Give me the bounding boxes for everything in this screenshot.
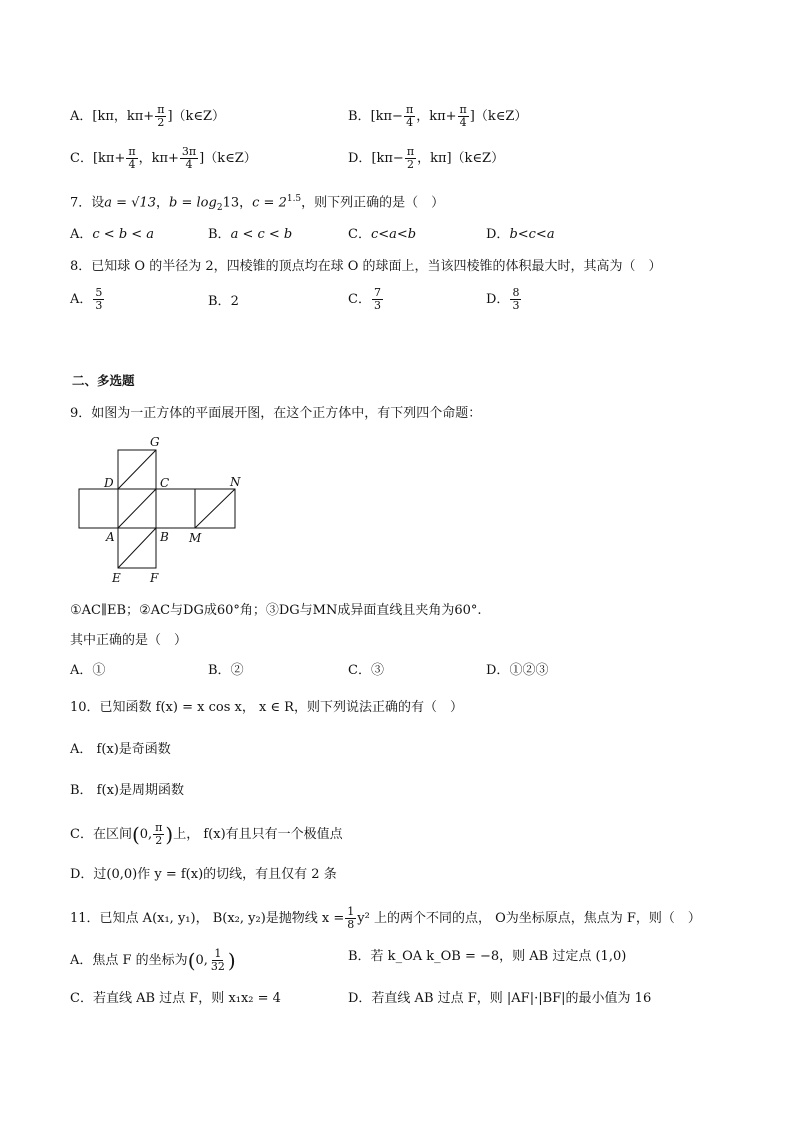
q8-option-d: D． $\frac{8}{3}$	[486, 286, 520, 312]
cube-net-figure	[70, 432, 260, 588]
label-d: D	[104, 476, 114, 490]
q8-option-b: B．2	[208, 294, 239, 309]
label-b: B	[160, 530, 169, 544]
q9-stem: 9．如图为一正方体的平面展开图，在这个正方体中，有下列四个命题：	[70, 406, 482, 421]
q11-option-c: C．若直线 AB 过点 F，则 x₁x₂ = 4	[70, 991, 281, 1006]
label-n: N	[230, 475, 241, 489]
q7-stem: 7．设a = √13，$b = \log_213$，$c = 2^{1.5}$，则下列正确的是（ ）	[70, 194, 445, 213]
net-square-3	[156, 489, 195, 528]
q9-option-d: D．①②③	[486, 663, 549, 678]
label-c: C	[160, 476, 170, 490]
q10-option-d: D．过(0,0)作 y = f(x)的切线，有且仅有 2 条	[70, 867, 337, 882]
q8-stem: 8．已知球 O 的半径为 2，四棱锥的顶点均在球 O 的球面上，当该四棱锥的体积最大时，其高为（ ）	[70, 259, 662, 274]
q6-option-b: B．[kπ− $\frac{\pi}{4}$ ，kπ+ $\frac{\pi}{4}$ ]（k∈Z）	[348, 103, 528, 129]
net-diagonal	[118, 489, 156, 528]
q8-option-c: C． $\frac{7}{3}$	[348, 286, 381, 312]
q7-option-d: D．b<c<a	[486, 227, 555, 242]
q9-option-a: A．①	[70, 663, 106, 678]
label-a: A	[106, 530, 115, 544]
label-e: E	[112, 571, 121, 585]
net-diagonal	[118, 528, 156, 568]
q11-stem: 11．已知点 A(x₁, y₁)， B(x₂, y₂)是抛物线 x = $\frac{1}{8}$ y² 上的两个不同的点， O为坐标原点，焦点为 F，则（ ）	[70, 905, 701, 931]
label-g: G	[150, 435, 160, 449]
q7-option-c: C．c<a<b	[348, 227, 417, 242]
q10-stem: 10．已知函数 f(x) = x cos x， x ∈ R，则下列说法正确的有（ ）	[70, 700, 463, 715]
q7-option-a: A．c < b < a	[70, 227, 155, 242]
q9-ask: 其中正确的是（ ）	[70, 633, 188, 648]
net-diagonal	[195, 489, 235, 528]
q11-option-d: D．若直线 AB 过点 F，则 |AF|·|BF|的最小值为 16	[348, 991, 652, 1006]
q6-option-d: D．[kπ− $\frac{\pi}{2}$ ，kπ]（k∈Z）	[348, 145, 505, 171]
label-f: F	[150, 571, 159, 585]
q8-option-a: A． $\frac{5}{3}$	[70, 286, 103, 312]
label-m: M	[189, 531, 202, 545]
q11-option-b: B．若 k_OA k_OB = −8，则 AB 过定点 (1,0)	[348, 949, 627, 964]
q9-option-b: B．②	[208, 663, 244, 678]
q9-propositions: ①AC∥EB；②AC与DG成60°角；③DG与MN成异面直线且夹角为60°.	[70, 603, 482, 618]
q10-option-a: A． f(x)是奇函数	[70, 742, 171, 757]
q10-option-c: C．在区间(0, $\frac{\pi}{2}$ )上， f(x)有且只有一个极值点	[70, 821, 343, 847]
section-heading: 二、多选题	[72, 373, 135, 388]
q6-option-a: A．[kπ，kπ+ $\frac{\pi}{2}$ ]（k∈Z）	[70, 103, 226, 129]
q10-option-b: B． f(x)是周期函数	[70, 783, 184, 798]
net-diagonal	[118, 450, 156, 489]
q6-option-c: C．[kπ+ $\frac{\pi}{4}$ ，kπ+ $\frac{3\pi}{4}$ ]（k∈Z）	[70, 145, 257, 171]
q9-option-c: C．③	[348, 663, 384, 678]
q11-option-a: A．焦点 F 的坐标为(0, $\frac{1}{32}$ )	[70, 947, 236, 973]
q7-option-b: B．a < c < b	[208, 227, 293, 242]
net-square-1	[79, 489, 118, 528]
